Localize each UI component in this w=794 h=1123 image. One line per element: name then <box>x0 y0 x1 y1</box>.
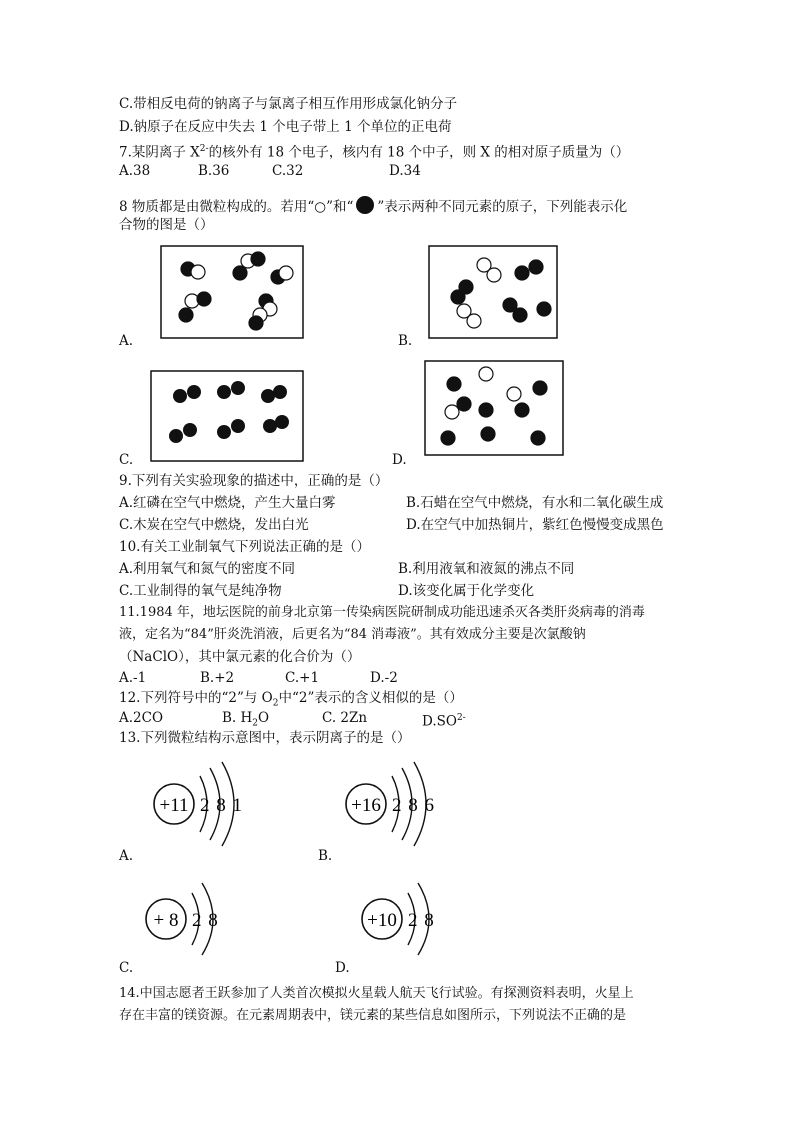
question-11-line1: 11.1984 年，地坛医院的前身北京第一传染病医院研制成功能迅速杀灭各类肝炎病毒的消毒 <box>119 605 645 620</box>
q13-label-b: B. <box>318 848 333 864</box>
question-11-line3: （NaClO），其中氯元素的化合价为（） <box>119 649 361 665</box>
q8-label-c: C. <box>119 452 134 468</box>
q8-diagram-a <box>160 245 304 339</box>
q10-option-b: B.利用液氧和液氮的沸点不同 <box>398 561 575 577</box>
q13-atom-d <box>352 875 462 965</box>
question-8-line2: 合物的图是（） <box>119 217 214 233</box>
q9-option-c: C.木炭在空气中燃烧，发出白光 <box>119 517 309 533</box>
black-atom-icon <box>356 196 374 214</box>
q7-option-a: A.38 <box>119 163 151 179</box>
q12-option-b: B. $H_2O$ <box>222 710 270 729</box>
q7-option-c: C.32 <box>272 163 304 179</box>
q8-label-d: D. <box>392 452 407 468</box>
q10-option-d: D.该变化属于化学变化 <box>398 583 535 599</box>
q13-a-shells: 2 8 1 <box>200 795 242 816</box>
q11-option-a: A.-1 <box>119 670 147 686</box>
q13-label-c: C. <box>119 960 134 976</box>
q8-diagram-c <box>150 370 304 462</box>
question-9: 9.下列有关实验现象的描述中，正确的是（） <box>119 473 389 489</box>
q11-option-d: D.-2 <box>370 670 398 686</box>
q8-diagram-b <box>428 245 558 339</box>
q10-option-c: C.工业制得的氧气是纯净物 <box>119 583 282 599</box>
question-7: 7.某阴离子 $X^{2-}$的核外有 18 个电子，核内有 18 个中子，则 X 的相对原子质量为（） <box>119 144 630 161</box>
question-14-line1: 14.中国志愿者王跃参加了人类首次模拟火星载人航天飞行试验。有探测资料表明，火星上 <box>119 986 634 1001</box>
q12-option-c: C. 2Zn <box>322 710 368 726</box>
q10-option-a: A.利用氧气和氮气的密度不同 <box>119 561 296 577</box>
q11-option-c: C.+1 <box>285 670 320 686</box>
q13-d-nucleus: +10 <box>367 910 397 931</box>
q13-label-d: D. <box>335 960 350 976</box>
option-d-q6: D.钠原子在反应中失去 1 个电子带上 1 个单位的正电荷 <box>119 119 452 135</box>
q13-atom-a <box>140 760 270 850</box>
question-11-line2: 液，定名为“84”肝炎洗消液，后更名为“84 消毒液”。其有效成分主要是次氯酸钠 <box>119 627 586 642</box>
q9-option-a: A.红磷在空气中燃烧，产生大量白雾 <box>119 495 336 511</box>
q13-a-nucleus: +11 <box>159 795 189 816</box>
q12-option-d: $D.SO^{2-}$ <box>422 713 466 730</box>
question-8-line1: 8 物质都是由微粒构成的。若用“○”和“ ”表示两种不同元素的原子，下列能表示化 <box>119 196 627 216</box>
q11-option-b: B.+2 <box>200 670 235 686</box>
question-10: 10.有关工业制氧气下列说法正确的是（） <box>119 539 370 555</box>
q13-b-nucleus: +16 <box>351 795 381 816</box>
question-12: 12.下列符号中的“2”与 $O_2$中“2”表示的含义相似的是（） <box>119 690 463 709</box>
option-c-q6: C.带相反电荷的钠离子与氯离子相互作用形成氯化钠分子 <box>119 96 458 112</box>
q8-diagram-d <box>424 360 564 456</box>
q9-option-b: B.石蜡在空气中燃烧，有水和二氧化碳生成 <box>406 495 664 511</box>
q8-label-a: A. <box>119 333 134 349</box>
q13-atom-c <box>140 875 250 965</box>
white-atom-icon: ○ <box>314 199 327 215</box>
q9-option-d: D.在空气中加热铜片，紫红色慢慢变成黑色 <box>406 517 664 533</box>
q8-label-b: B. <box>398 333 413 349</box>
q13-c-shells: 2 8 <box>192 910 218 931</box>
q13-b-shells: 2 8 6 <box>392 795 434 816</box>
q7-option-d: D.34 <box>389 163 421 179</box>
question-14-line2: 存在丰富的镁资源。在元素周期表中，镁元素的某些信息如图所示，下列说法不正确的是 <box>119 1008 627 1023</box>
q12-option-a: A.2CO <box>119 710 164 726</box>
q13-d-shells: 2 8 <box>408 910 434 931</box>
q13-atom-b <box>336 760 466 850</box>
q13-c-nucleus: + 8 <box>153 910 179 931</box>
q7-option-b: B.36 <box>198 163 230 179</box>
question-13: 13.下列微粒结构示意图中，表示阴离子的是（） <box>119 730 411 746</box>
q13-label-a: A. <box>119 848 134 864</box>
